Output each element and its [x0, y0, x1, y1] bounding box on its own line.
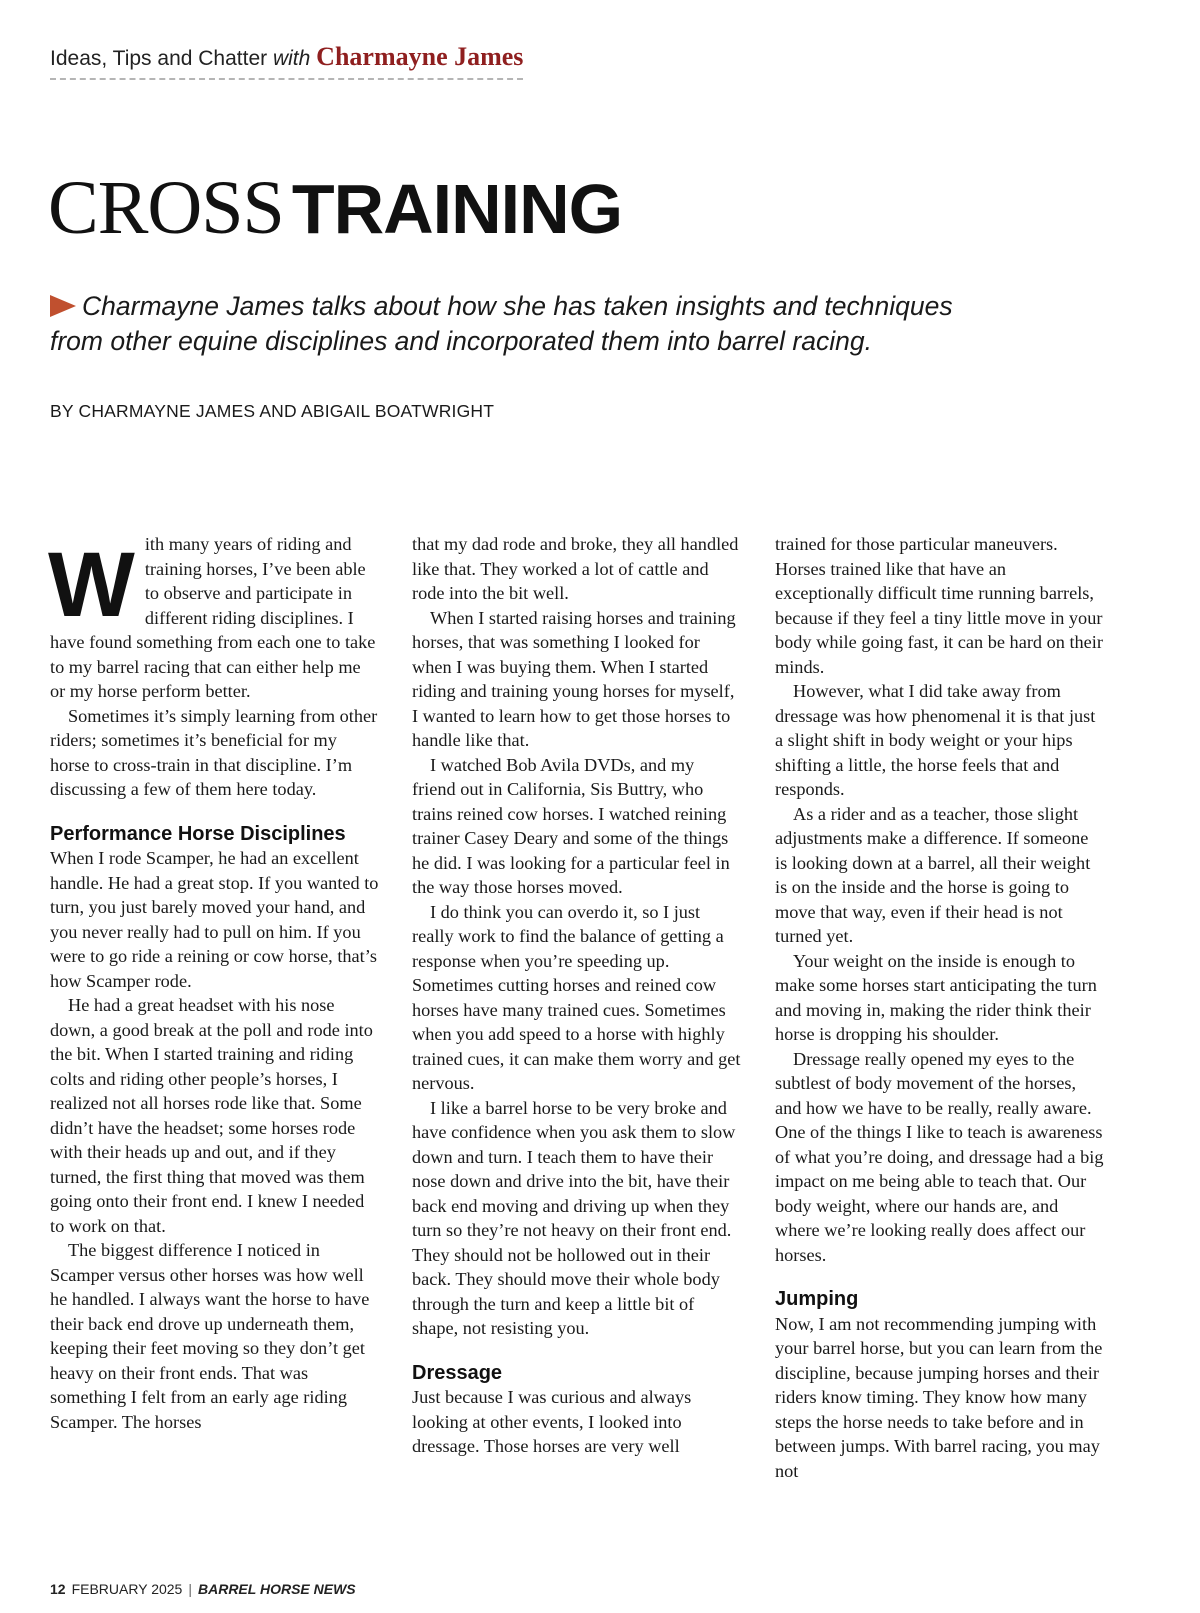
paragraph: I watched Bob Avila DVDs, and my friend out in California, Sis Buttry, who trains reined cow horses. I watched reining trainer Casey Deary and some of the things he did. I was looking for a particular feel in the way those horses moved.	[412, 754, 730, 897]
headline-sans: TRAINING	[291, 170, 623, 248]
paragraph: Your weight on the inside is enough to make some horses start anticipating the turn and moving in, making the rider think their horse is dropping his shoulder.	[775, 950, 1097, 1044]
paragraph: trained for those particular maneuvers. Horses trained like that have an exceptionally difficult time running barrels, because if they feel a tiny little move in your body while going fast, it can be hard on their minds.	[775, 534, 1103, 677]
paragraph: As a rider and as a teacher, those slight adjustments make a difference. If someone is looking down at a barrel, all their weight is on the inside and the horse is going to move that way, even if their head is not turned yet.	[775, 803, 1091, 946]
arrow-icon	[50, 295, 76, 317]
page-footer	[50, 1581, 356, 1597]
paragraph: When I started raising horses and training horses, that was something I looked for when I was buying them. When I started riding and training young horses for myself, I wanted to learn how to get those horses to handle like that.	[412, 607, 736, 750]
paragraph: that my dad rode and broke, they all handled like that. They worked a lot of cattle and rode into the bit well.	[412, 534, 739, 603]
section-heading: Performance Horse Disciplines	[50, 822, 346, 845]
article-column-3	[775, 532, 1105, 1483]
headline-serif: CROSS	[48, 166, 284, 250]
paragraph: I like a barrel horse to be very broke and have confidence when you ask them to slow down and turn. I teach them to have their nose down and drive into the bit, have their back end moving and driving up when they turn so they’re not heavy on their front end. They should not be hollowed out in their back. They should move their whole body through the turn and keep a little bit of shape, not resisting you.	[412, 1097, 736, 1338]
paragraph	[50, 532, 380, 704]
column-tag-with: with	[272, 47, 311, 70]
paragraph: When I rode Scamper, he had an excellent handle. He had a great stop. If you wanted to turn, you just barely moved your hand, and you never really had to pull on him. If you were to go ride a reining or cow horse, that’s how Scamper rode.	[50, 848, 379, 991]
byline: BY CHARMAYNE JAMES AND ABIGAIL BOATWRIGHT	[50, 401, 495, 421]
paragraph: He had a great headset with his nose down, a good break at the poll and rode into the bit. When I started training and riding colts and riding other people’s horses, I realized not all horses rode like that. Some didn’t have the headset; some horses rode with their heads up and out, and if they turned, the first thing that moved was them going onto their front end. I knew I needed to work on that.	[50, 995, 373, 1236]
section-heading: Dressage	[412, 1361, 503, 1384]
paragraph-text: ith many years of riding and training horses, I’ve been able to observe and participate in different riding disciplines. I have found something from each one to take to my barrel racing that can either help me or my horse perform better.	[50, 534, 376, 701]
paragraph: Sometimes it’s simply learning from other riders; sometimes it’s beneficial for my horse to cross-train in that discipline. I’m discussing a few of them here today.	[50, 705, 378, 799]
publication-name: BARREL HORSE NEWS	[197, 1581, 356, 1597]
deck	[50, 289, 1010, 359]
section-heading: Jumping	[775, 1288, 859, 1310]
article-column-1	[50, 532, 380, 1434]
paragraph: The biggest difference I noticed in Scamper versus other horses was how well he handled. I always want the horse to have their back end drove up underneath them, keeping their feet moving so they don’t get heavy on their front ends. That was something I felt from an early age riding Scamper. The horses	[50, 1240, 370, 1432]
column-tag	[50, 42, 523, 80]
article-column-2	[412, 532, 742, 1459]
deck-text: Charmayne James talks about how she has taken insights and techniques from other equine disciplines and incorporated them into barrel racing.	[50, 291, 953, 356]
paragraph: Now, I am not recommending jumping with your barrel horse, but you can learn from the discipline, because jumping horses and their riders know timing. They know how many steps the horse needs to take before and in between jumps. With barrel racing, you may not	[775, 1313, 1103, 1481]
issue-date: FEBRUARY 2025	[71, 1581, 183, 1597]
drop-cap: W	[48, 534, 135, 636]
footer-separator: |	[188, 1581, 192, 1597]
headline	[48, 166, 623, 250]
paragraph: However, what I did take away from dressage was how phenomenal it is that just a slight shift in body weight or your hips shifting a little, the horse feels that and responds.	[775, 681, 1096, 799]
paragraph: Dressage really opened my eyes to the subtlest of body movement of the horses, and how we have to be really, really aware. One of the things I like to teach is awareness of what you’re doing, and dressage had a big impact on me being able to teach that. Our body weight, where our hands are, and where we’re looking really does affect our horses.	[775, 1048, 1104, 1265]
column-author-name: Charmayne James	[316, 42, 524, 71]
paragraph: I do think you can overdo it, so I just really work to find the balance of getting a response when you’re speeding up. Sometimes cutting horses and reined cow horses have many trained cues. Sometimes when you add speed to a horse with highly trained cues, it can make them worry and get nervous.	[412, 901, 741, 1093]
page-number: 12	[50, 1581, 66, 1597]
column-tag-prefix: Ideas, Tips and Chatter	[50, 47, 273, 70]
paragraph: Just because I was curious and always looking at other events, I looked into dressage. Those horses are very well	[412, 1387, 692, 1456]
